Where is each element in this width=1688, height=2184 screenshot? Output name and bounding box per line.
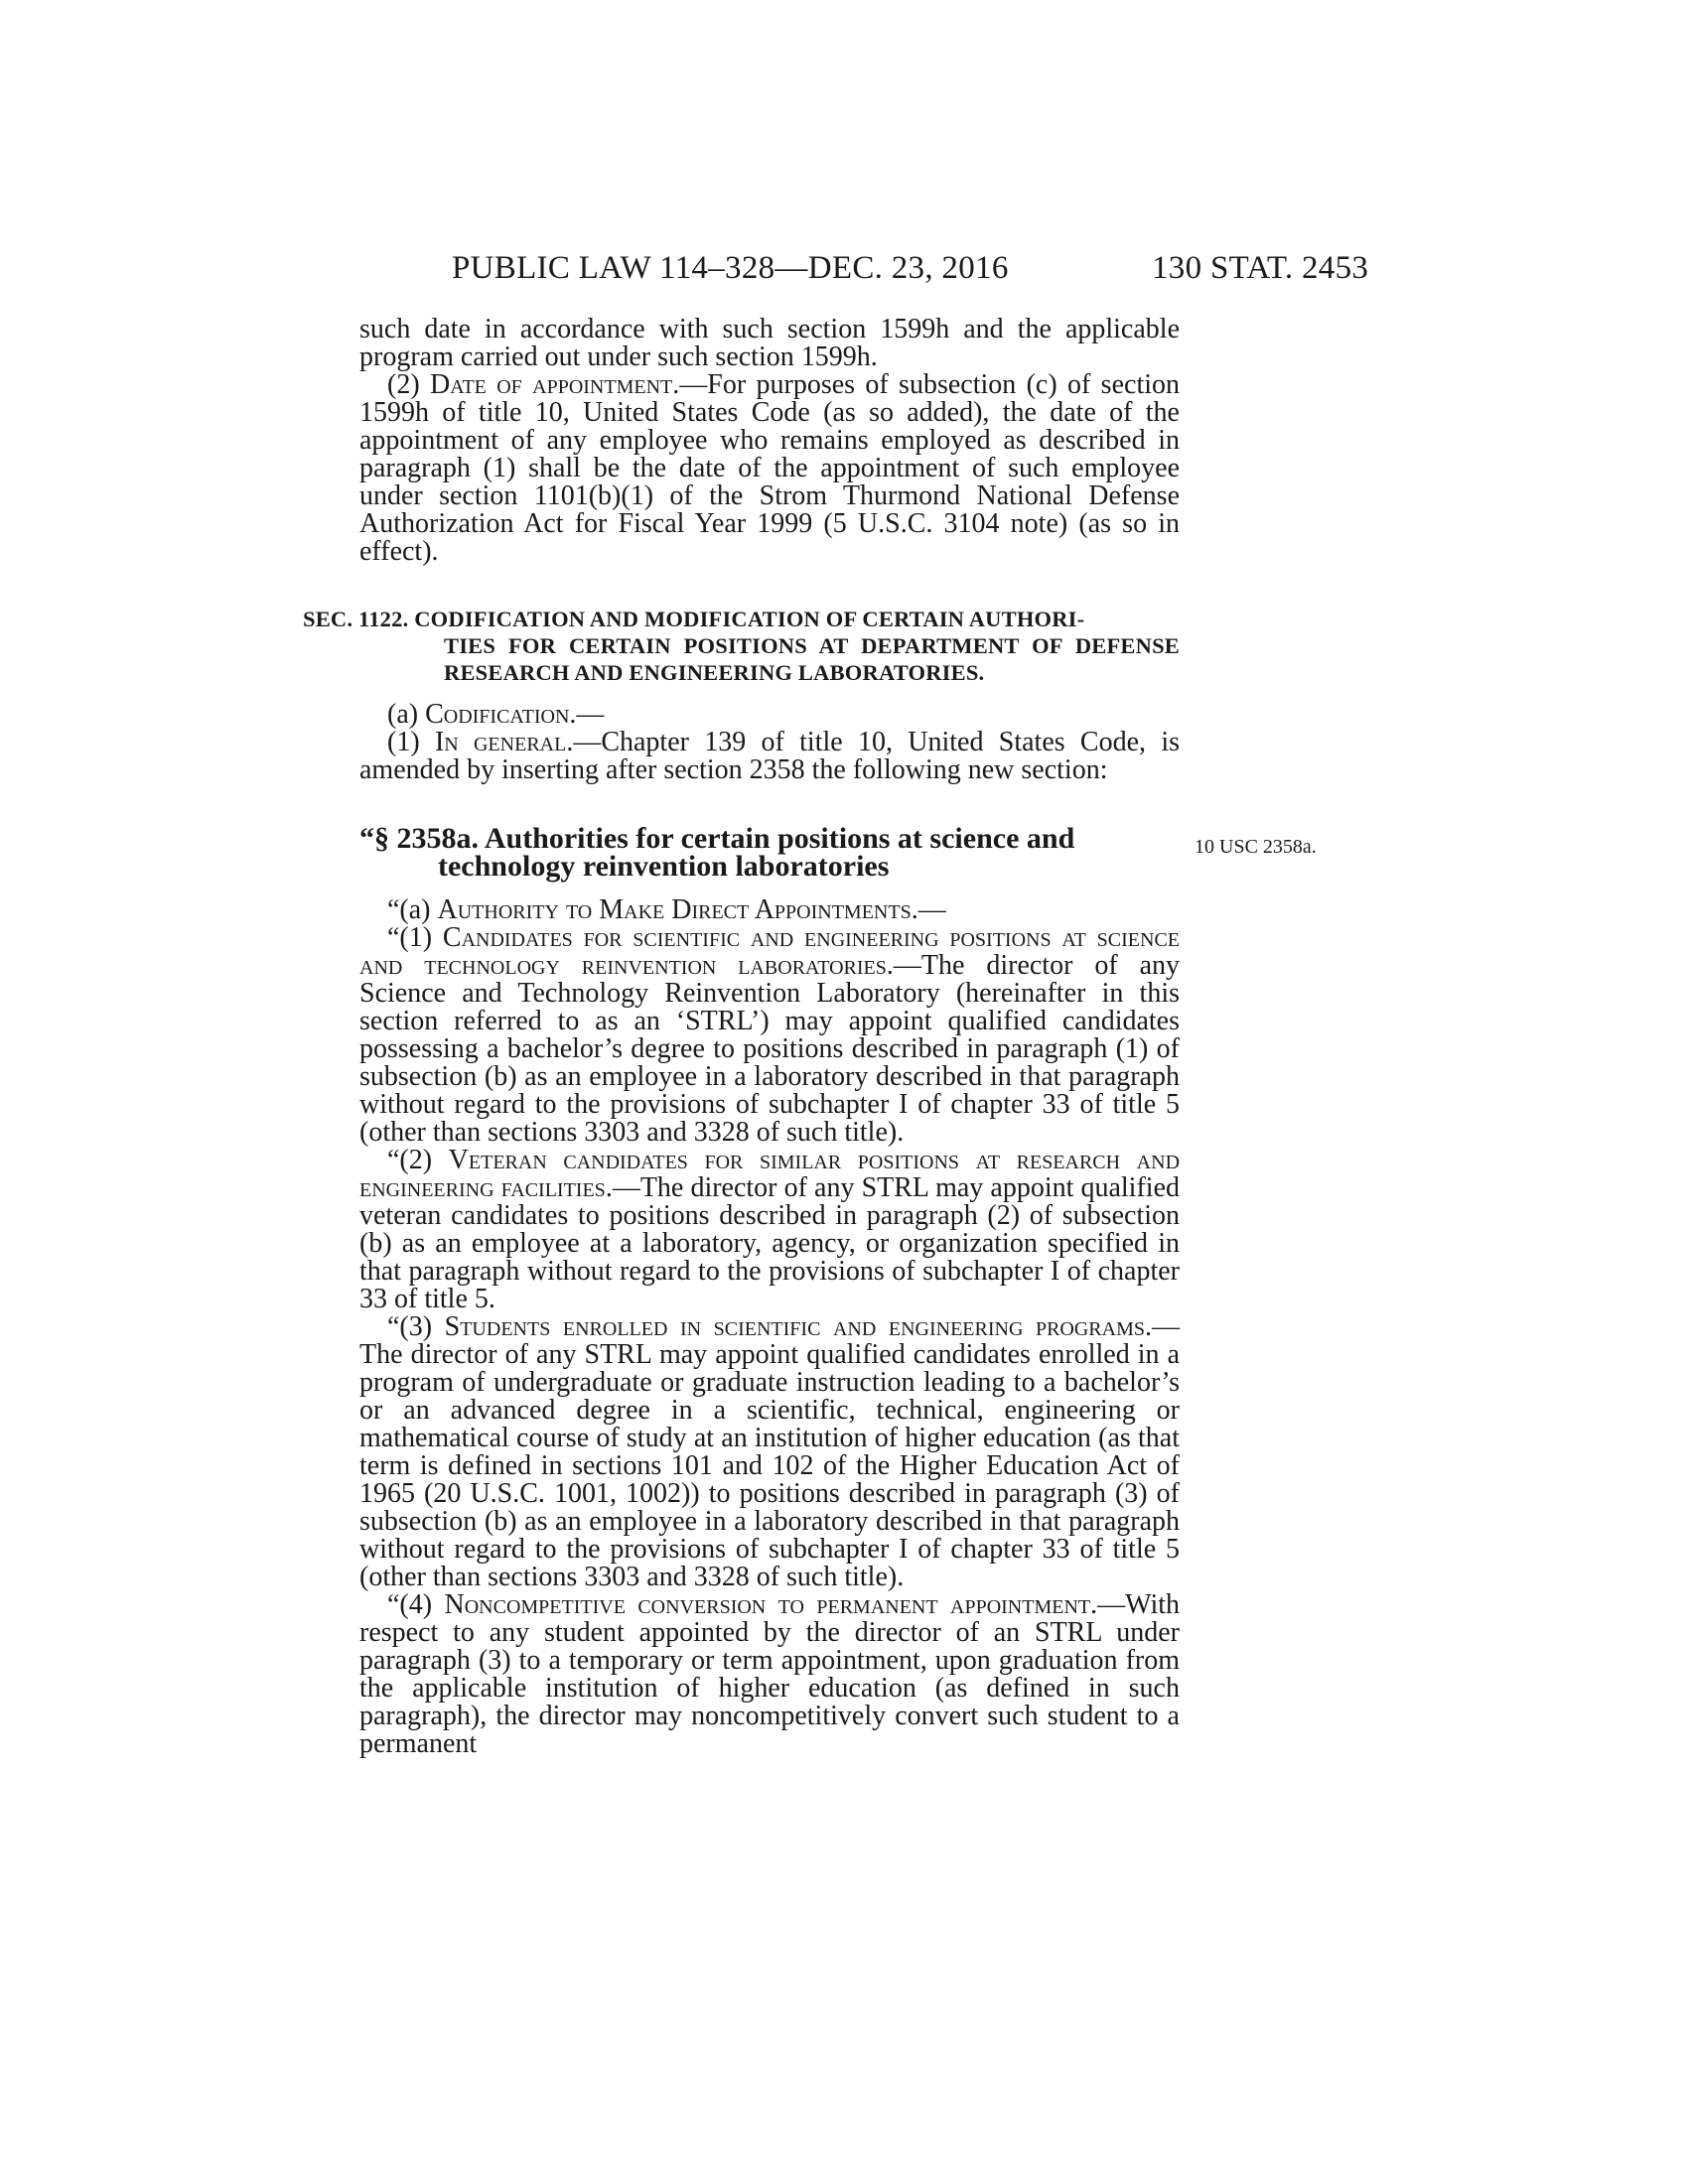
paragraph-2-veteran-candidates: “(2) Veteran candidates for similar positions at research and engineering facilities.—The director of any STRL may appoint qualified veteran candidates to positions described in paragraph (2) of subsection (b) as an employee at a laboratory, agency, or organization specified in that paragraph without regard to the provisions of subchapter I of chapter 33 of title 5. xyxy=(359,1145,1181,1314)
paragraph-in-general: (1) In general.—Chapter 139 of title 10, United States Code, is amended by inserting after section 2358 the following new section: xyxy=(359,727,1181,785)
paragraph-heading: Noncompetitive conversion to permanent appointment xyxy=(444,1589,1091,1620)
paragraph-4-noncompetitive-conversion: “(4) Noncompetitive conversion to permanent appointment.—With respect to any student appointed by the director of an STRL under paragraph (3) to a temporary or term appointment, upon graduation from the applicable institution of higher education (as defined in such paragraph), the director may noncompetitively convert such student to a permanent xyxy=(359,1589,1181,1759)
paragraph-heading: In general xyxy=(434,727,567,757)
subsection-a-heading: (a) Codification.— xyxy=(387,699,605,730)
running-header-page: 130 STAT. 2453 xyxy=(1152,250,1369,286)
paragraph-heading: Candidates for scientific and engineering positions at science and technology reinvention laboratories xyxy=(359,922,1180,981)
paragraph-3-students: “(3) Students enrolled in scientific and engineering programs.—The director of any STRL may appoint qualified candidates enrolled in a program of undergraduate or graduate instruction leading to a bachelor’s or an advanced degree in a scientific, technical, engineering or mathematical course of study at an institution of higher education (as that term is defined in sections 101 and 102 of the Higher Education Act of 1965 (20 U.S.C. 1001, 1002)) to positions described in paragraph (3) of subsection (b) as an employee in a laboratory described in that paragraph without regard to the provisions of subchapter I of chapter 33 of title 5 (other than sections 3303 and 3328 of such title). xyxy=(359,1311,1180,1592)
paragraph-continuation: such date in accordance with such section 1599h and the applicable program carried out under such section 1599h. xyxy=(359,314,1180,372)
paragraph-heading: Students enrolled in scientific and engineering programs xyxy=(444,1311,1145,1342)
text-block-3 xyxy=(359,896,1180,1758)
paragraph-heading: Veteran candidates for similar positions at research and engineering facilities xyxy=(359,1145,1181,1203)
usc-section-heading: “§ 2358a. Authorities for certain positions at science and technology reinvention laboratories xyxy=(359,822,1075,883)
running-header-law: PUBLIC LAW 114–328—DEC. 23, 2016 xyxy=(452,250,1009,286)
section-heading: SEC. 1122. CODIFICATION AND MODIFICATION OF CERTAIN AUTHORI- TIES FOR CERTAIN POSITIONS AT DEPARTMENT OF DEFENSE RESEARCH AND ENGINEERING LABORATORIES. xyxy=(303,607,1180,685)
paragraph-heading: Date of appointment xyxy=(430,369,673,400)
paragraph-1-candidates: “(1) Candidates for scientific and engineering positions at science and technology reinvention laboratories.—The director of any Science and Technology Reinvention Laboratory (hereinafter in this section referred to as an ‘STRL’) may appoint qualified candidates possessing a bachelor’s degree to positions described in paragraph (1) of subsection (b) as an employee in a laboratory described in that paragraph without regard to the provisions of subchapter I of chapter 33 of title 5 (other than sections 3303 and 3328 of such title). xyxy=(359,922,1180,1148)
subsection-a-authority-heading: “(a) Authority to Make Direct Appointments.— xyxy=(387,894,946,925)
text-block-1 xyxy=(359,316,1180,566)
text-block-2 xyxy=(359,701,1180,784)
margin-citation: 10 USC 2358a. xyxy=(1195,836,1317,858)
paragraph-date-of-appointment: (2) Date of appointment.—For purposes of subsection (c) of section 1599h of title 10, United States Code (as so added), the date of the appointment of any employee who remains employed as described in paragraph (1) shall be the date of the appointment of such employee under section 1101(b)(1) of the Strom Thurmond National Defense Authorization Act for Fiscal Year 1999 (5 U.S.C. 3104 note) (as so in effect). xyxy=(359,369,1180,567)
